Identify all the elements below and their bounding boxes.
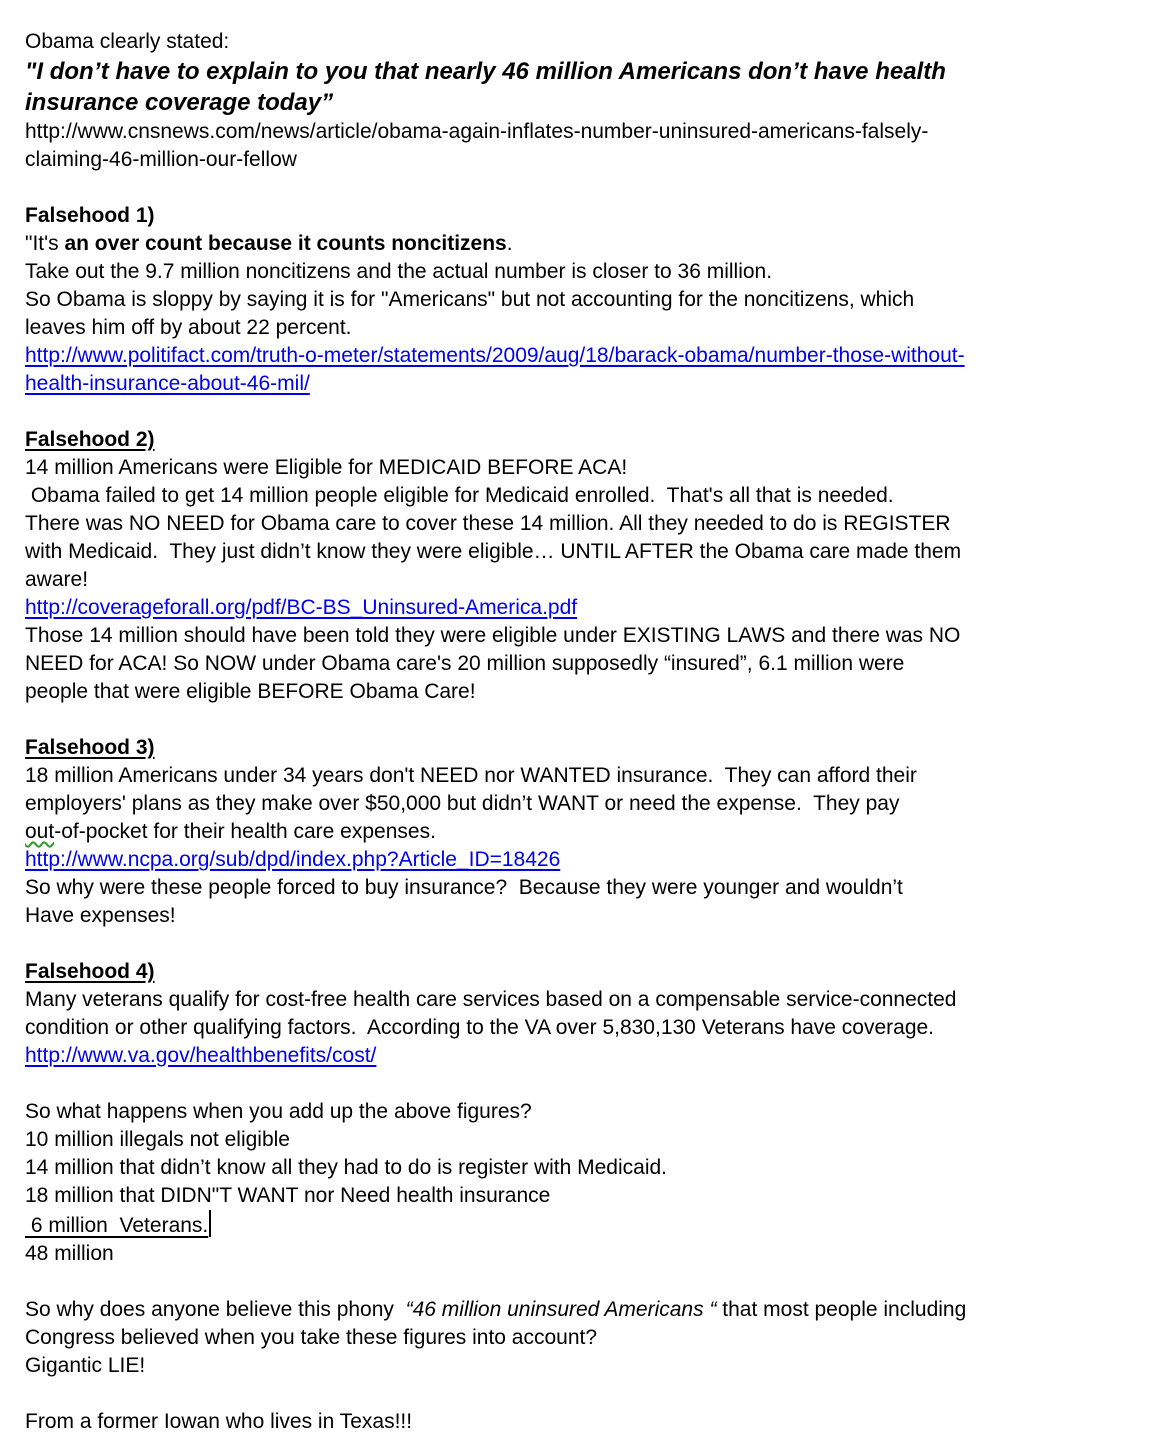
text-run: 48 million bbox=[25, 1242, 114, 1265]
text-run: with Medicaid. They just didn’t know they were eligible… UNTIL AFTER the Obama care made them bbox=[25, 540, 962, 563]
text-line bbox=[25, 874, 1100, 902]
text-run: people that were eligible BEFORE Obama Care! bbox=[25, 680, 476, 703]
text-line bbox=[25, 1352, 1100, 1380]
text-run: aware! bbox=[25, 568, 89, 591]
blank-line bbox=[25, 930, 1100, 958]
text-line bbox=[25, 1296, 1100, 1324]
text-run: 14 million Americans were Eligible for MEDICAID BEFORE ACA! bbox=[25, 456, 628, 479]
text-line bbox=[25, 1408, 1100, 1436]
hyperlink[interactable]: http://coverageforall.org/pdf/BC-BS_Uninsured-America.pdf bbox=[25, 596, 578, 619]
heading-text: Falsehood 4) bbox=[25, 960, 155, 983]
hyperlink-line bbox=[25, 370, 1100, 398]
blank-line bbox=[25, 1380, 1100, 1408]
text-line bbox=[25, 258, 1100, 286]
text-run: 6 million Veterans. bbox=[25, 1214, 209, 1237]
text-run: leaves him off by about 22 percent. bbox=[25, 316, 352, 339]
text-line bbox=[25, 314, 1100, 342]
text-run: -of-pocket for their health care expenses. bbox=[54, 820, 436, 843]
quote-line bbox=[25, 87, 1100, 118]
hyperlink[interactable]: http://www.ncpa.org/sub/dpd/index.php?Article_ID=18426 bbox=[25, 848, 561, 871]
hyperlink-line bbox=[25, 846, 1100, 874]
text-run: Obama failed to get 14 million people eligible for Medicaid enrolled. That's all that is needed. bbox=[25, 484, 894, 507]
text-run: So what happens when you add up the above figures? bbox=[25, 1100, 532, 1123]
text-run: Many veterans qualify for cost-free health care services based on a compensable service-connected bbox=[25, 988, 957, 1011]
heading-text: Falsehood 1) bbox=[25, 204, 155, 227]
text-line bbox=[25, 622, 1100, 650]
text-line bbox=[25, 1126, 1100, 1154]
falsehood-heading bbox=[25, 958, 1100, 986]
text-run: So Obama is sloppy by saying it is for "Americans" but not accounting for the noncitizens, which bbox=[25, 288, 915, 311]
text-line bbox=[25, 762, 1100, 790]
text-line bbox=[25, 286, 1100, 314]
text-line bbox=[25, 510, 1100, 538]
text-run: 18 million that DIDN"T WANT nor Need health insurance bbox=[25, 1184, 551, 1207]
text-line bbox=[25, 482, 1100, 510]
text-run: insurance coverage today” bbox=[25, 89, 334, 116]
text-run: Obama clearly stated: bbox=[25, 30, 230, 53]
text-run: an over count because it counts noncitizens bbox=[64, 232, 507, 255]
text-run: claiming-46-million-our-fellow bbox=[25, 148, 297, 171]
quote-line bbox=[25, 56, 1100, 87]
blank-line bbox=[25, 1070, 1100, 1098]
text-run: Those 14 million should have been told they were eligible under EXISTING LAWS and there was NO bbox=[25, 624, 961, 647]
heading-text: Falsehood 3) bbox=[25, 736, 155, 759]
text-line bbox=[25, 28, 1100, 56]
text-line bbox=[25, 902, 1100, 930]
hyperlink[interactable]: http://www.politifact.com/truth-o-meter/statements/2009/aug/18/barack-obama/number-those-without- bbox=[25, 344, 965, 367]
text-run: condition or other qualifying factors. According to the VA over 5,830,130 Veterans have coverage. bbox=[25, 1016, 935, 1039]
blank-line bbox=[25, 1268, 1100, 1296]
hyperlink-line bbox=[25, 594, 1100, 622]
text-run: "I don’t have to explain to you that nearly 46 million Americans don’t have health bbox=[25, 58, 946, 85]
text-run: http://www.cnsnews.com/news/article/obama-again-inflates-number-uninsured-americans-falsely- bbox=[25, 120, 929, 143]
text-run: 10 million illegals not eligible bbox=[25, 1128, 290, 1151]
grammar-squiggle-word: out bbox=[25, 820, 55, 843]
text-run: employers' plans as they make over $50,000 but didn’t WANT or need the expense. They pay bbox=[25, 792, 900, 815]
text-run: "It's bbox=[25, 232, 65, 255]
text-run: 14 million that didn’t know all they had to do is register with Medicaid. bbox=[25, 1156, 667, 1179]
falsehood-heading bbox=[25, 734, 1100, 762]
blank-line bbox=[25, 174, 1100, 202]
text-cursor bbox=[209, 1210, 211, 1237]
hyperlink[interactable]: health-insurance-about-46-mil/ bbox=[25, 372, 310, 395]
text-line bbox=[25, 650, 1100, 678]
text-run: . bbox=[506, 232, 513, 255]
text-run: NEED for ACA! So NOW under Obama care's 20 million supposedly “insured”, 6.1 million were bbox=[25, 652, 905, 675]
text-line bbox=[25, 1154, 1100, 1182]
text-line bbox=[25, 1240, 1100, 1268]
text-run: Congress believed when you take these figures into account? bbox=[25, 1326, 598, 1349]
text-line bbox=[25, 146, 1100, 174]
text-run: Have expenses! bbox=[25, 904, 176, 927]
text-run: So why does anyone believe this phony bbox=[25, 1298, 406, 1321]
falsehood-heading bbox=[25, 202, 1100, 230]
text-run: So why were these people forced to buy insurance? Because they were younger and wouldn’t bbox=[25, 876, 903, 899]
text-run: There was NO NEED for Obama care to cover these 14 million. All they needed to do is REGISTER bbox=[25, 512, 951, 535]
text-line bbox=[25, 818, 1100, 846]
text-run: From a former Iowan who lives in Texas!!! bbox=[25, 1410, 413, 1433]
text-run: that most people including bbox=[722, 1298, 967, 1321]
text-line bbox=[25, 1014, 1100, 1042]
text-line bbox=[25, 538, 1100, 566]
text-line bbox=[25, 1098, 1100, 1126]
text-line bbox=[25, 118, 1100, 146]
blank-line bbox=[25, 706, 1100, 734]
hyperlink[interactable]: http://www.va.gov/healthbenefits/cost/ bbox=[25, 1044, 377, 1067]
blank-line bbox=[25, 398, 1100, 426]
text-run: Take out the 9.7 million noncitizens and the actual number is closer to 36 million. bbox=[25, 260, 773, 283]
text-line bbox=[25, 790, 1100, 818]
hyperlink-line bbox=[25, 342, 1100, 370]
hyperlink-line bbox=[25, 1042, 1100, 1070]
falsehood-heading bbox=[25, 426, 1100, 454]
text-line bbox=[25, 986, 1100, 1014]
text-run: “46 million uninsured Americans “ bbox=[405, 1298, 723, 1321]
text-line bbox=[25, 678, 1100, 706]
veterans-sum-line bbox=[25, 1210, 1100, 1240]
text-line bbox=[25, 454, 1100, 482]
text-run: Gigantic LIE! bbox=[25, 1354, 146, 1377]
text-line bbox=[25, 230, 1100, 258]
text-run: 18 million Americans under 34 years don't NEED nor WANTED insurance. They can afford their bbox=[25, 764, 917, 787]
text-line bbox=[25, 1182, 1100, 1210]
text-line bbox=[25, 1324, 1100, 1352]
text-line bbox=[25, 566, 1100, 594]
heading-text: Falsehood 2) bbox=[25, 428, 155, 451]
